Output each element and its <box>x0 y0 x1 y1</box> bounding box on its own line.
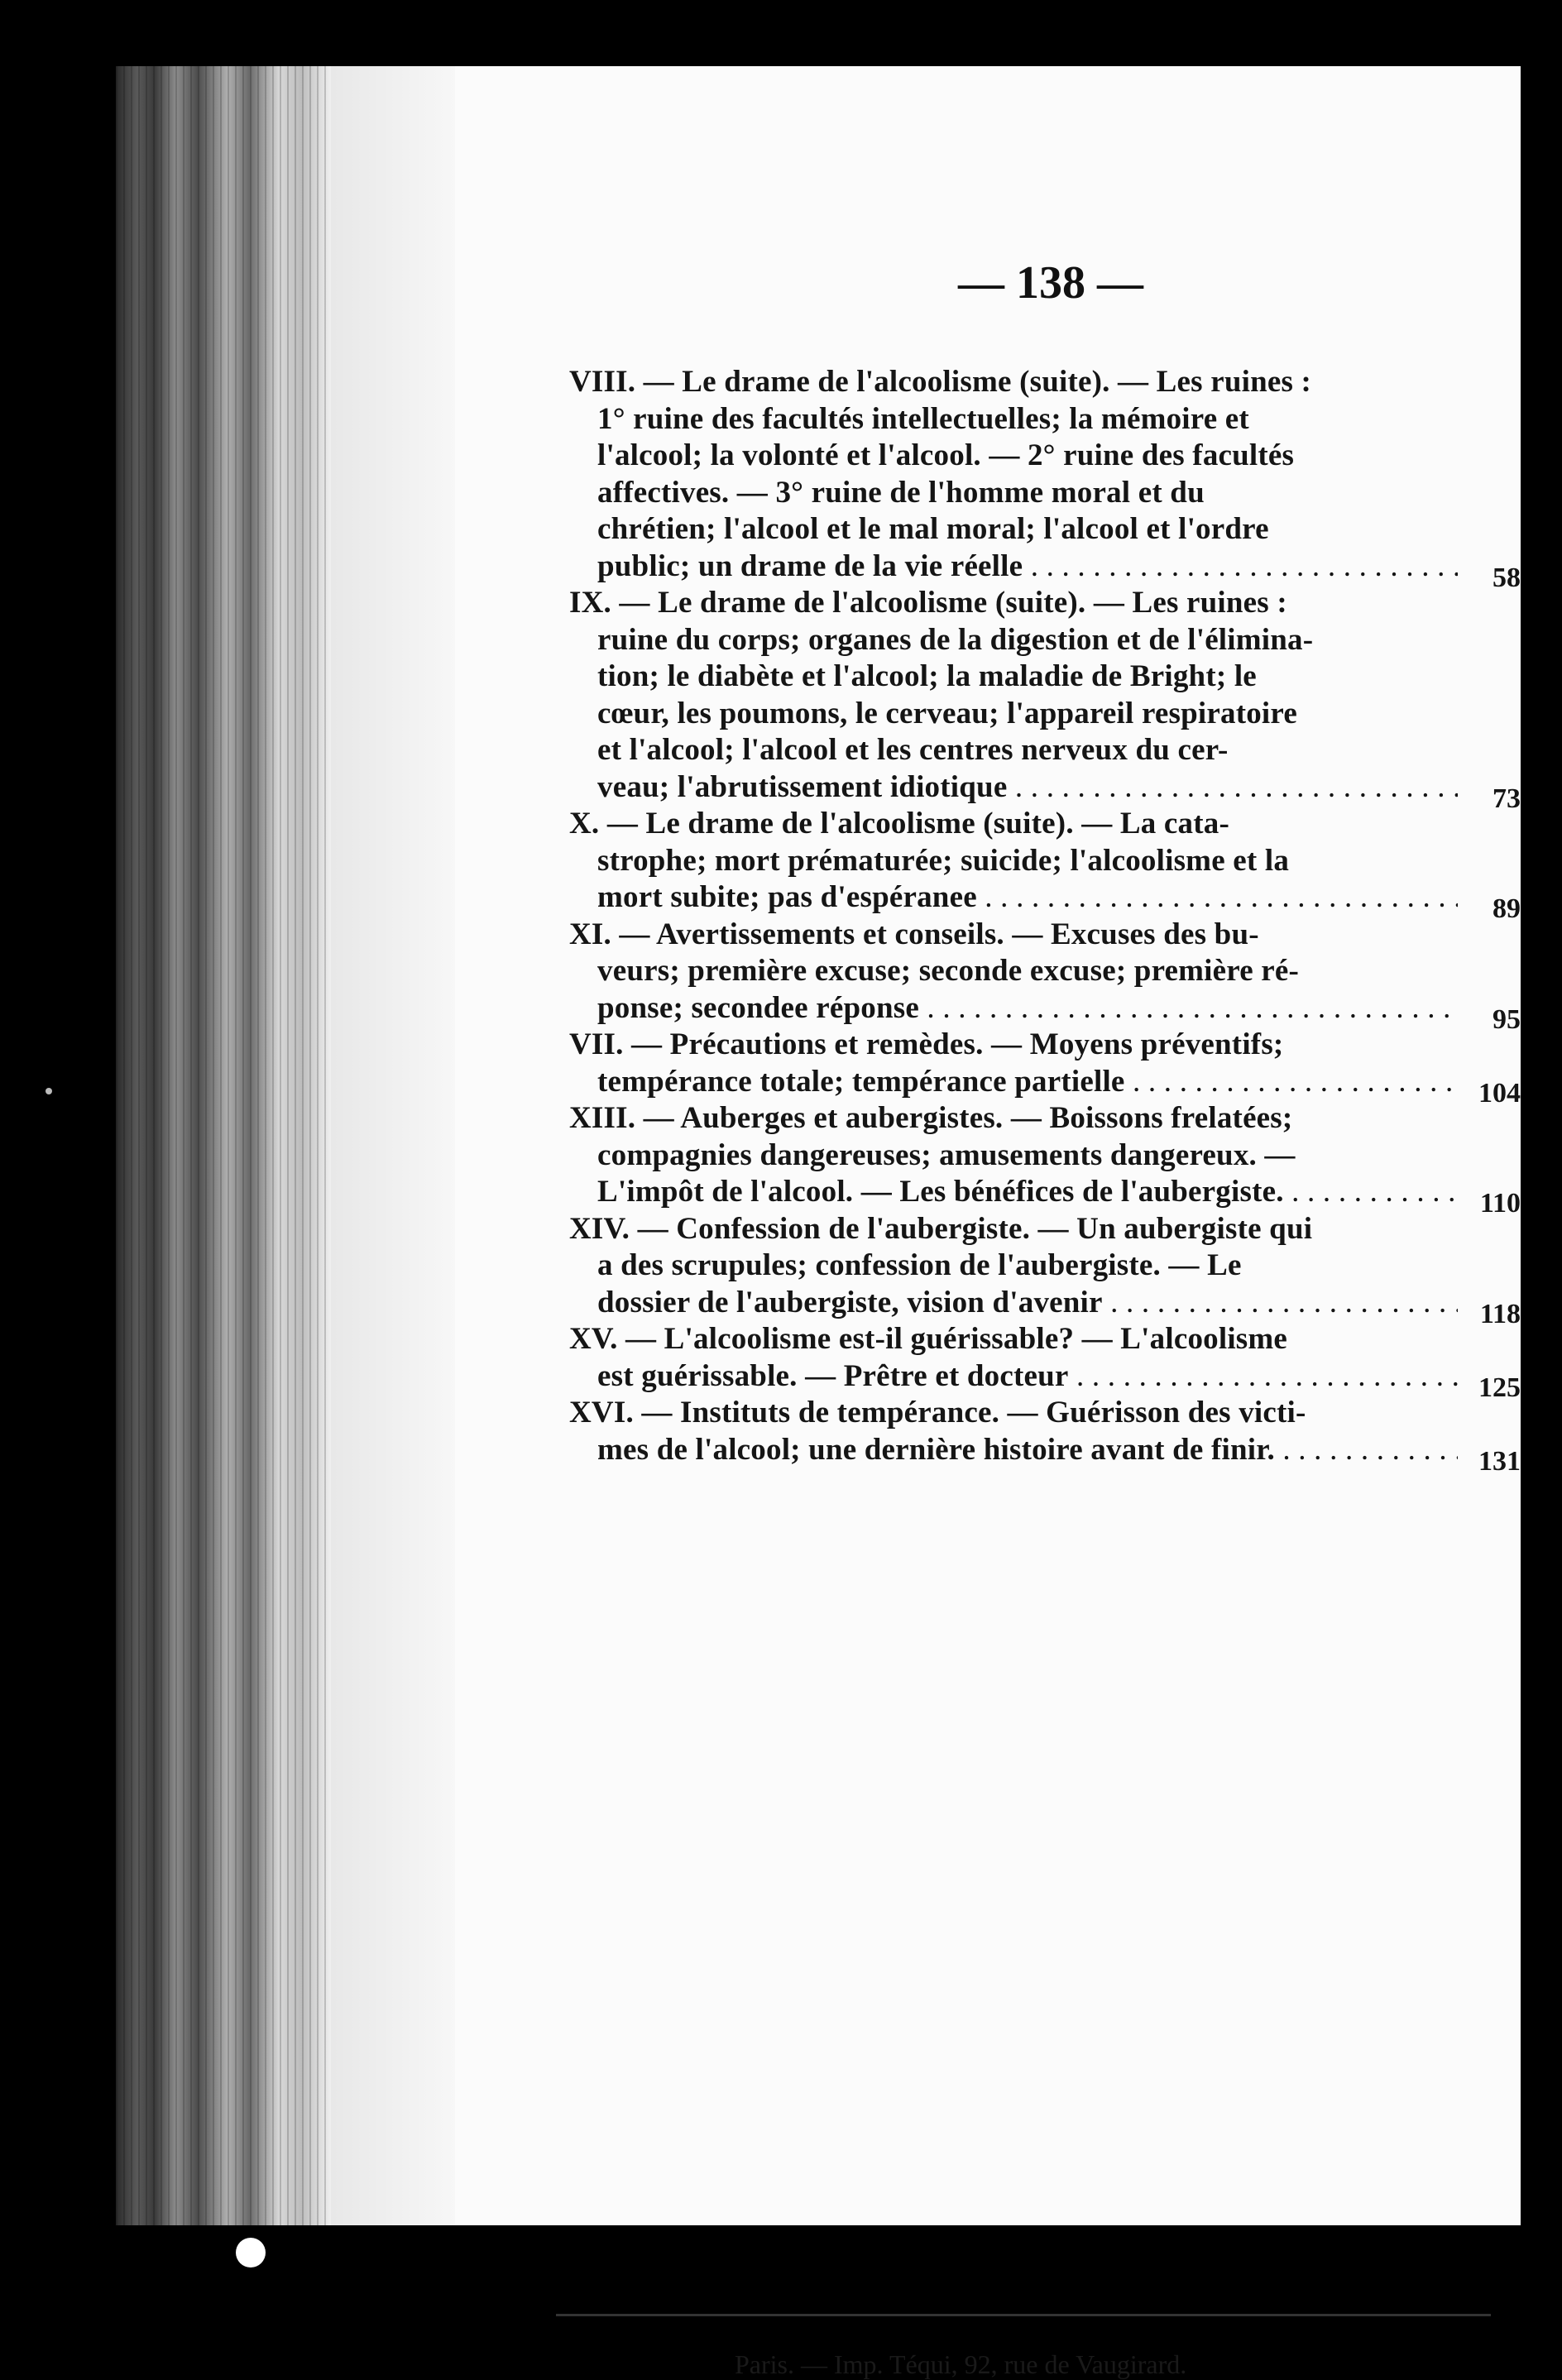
toc-entry <box>569 1027 1521 1109</box>
printer-imprint: Paris. — Imp. Téqui, 92, rue de Vaugirard. <box>735 2349 1187 2379</box>
toc-entry-line <box>569 475 1521 512</box>
toc-entry-line <box>569 1137 1521 1175</box>
toc-entry-heading-line <box>569 364 1521 401</box>
toc-entry <box>569 806 1521 924</box>
toc-entry-text: a des scrupules; confession de l'aubergiste. — Le <box>597 1248 1242 1282</box>
toc-entry-text: et l'alcool; l'alcool et les centres nerveux du cer- <box>597 733 1229 767</box>
gutter-page-edges <box>116 66 331 2225</box>
toc-entry-text: dossier de l'aubergiste, vision d'avenir . . . <box>597 1286 1458 1319</box>
toc-page-number: 73 <box>1493 783 1521 814</box>
toc-entry-text: XIV. — Confession de l'aubergiste. — Un aubergiste qui <box>569 1211 1313 1246</box>
toc-entry-text: tempérance totale; tempérance partielle . . . <box>597 1065 1458 1099</box>
toc-entry-line <box>569 990 1458 1027</box>
toc-entry-line <box>569 1064 1458 1101</box>
toc-entry-line <box>569 622 1521 659</box>
toc-entry <box>569 917 1521 1035</box>
toc-entry-heading-line <box>569 1395 1521 1432</box>
page-edge-shadow <box>331 66 455 2225</box>
toc-entry-line <box>569 843 1521 880</box>
toc-entry-text: tion; le diabète et l'alcool; la maladie de Bright; le <box>597 659 1257 693</box>
toc-entry <box>569 364 1521 593</box>
toc-entry-text: X. — Le drame de l'alcoolisme (suite). — La cata- <box>569 807 1229 840</box>
toc-entry-line <box>569 401 1521 438</box>
page-number: — 138 — <box>958 257 1143 309</box>
toc-entry-text: cœur, les poumons, le cerveau; l'appareil respiratoire <box>597 696 1297 730</box>
punch-hole <box>236 2238 266 2267</box>
toc-entry-line <box>569 1285 1458 1322</box>
toc-entry-text: VIII. — Le drame de l'alcoolisme (suite). — Les ruines : <box>569 365 1312 399</box>
toc-page-number: 118 <box>1479 1298 1521 1329</box>
toc-entry-heading-line <box>569 1211 1521 1248</box>
toc-entry-text: VII. — Précautions et remèdes. — Moyens préventifs; <box>569 1027 1284 1061</box>
toc-entry-text: compagnies dangereuses; amusements dangereux. — <box>597 1137 1296 1172</box>
toc-entry-line <box>569 548 1458 586</box>
toc-entry-heading-line <box>569 806 1521 843</box>
toc-entry-text: chrétien; l'alcool et le mal moral; l'alcool et l'ordre <box>597 512 1269 546</box>
toc-page-number: 89 <box>1493 893 1521 924</box>
toc-entry <box>569 1321 1521 1403</box>
toc-entry-heading-line <box>569 1321 1521 1358</box>
toc-entry <box>569 585 1521 814</box>
table-of-contents <box>569 364 1521 1477</box>
toc-page-number: 58 <box>1493 562 1521 593</box>
toc-entry-text: ruine du corps; organes de la digestion et de l'élimina- <box>597 622 1314 657</box>
toc-entry-line <box>569 879 1458 917</box>
toc-entry-text: XIII. — Auberges et aubergistes. — Boissons frelatées; <box>569 1101 1293 1135</box>
toc-page-number: 95 <box>1493 1003 1521 1035</box>
toc-entry-line <box>569 511 1521 548</box>
toc-entry-line <box>569 1432 1458 1469</box>
footer-rule <box>556 2314 1491 2316</box>
toc-entry-heading-line <box>569 1100 1521 1137</box>
toc-entry-line <box>569 438 1521 475</box>
toc-entry-text: XV. — L'alcoolisme est-il guérissable? — L'alcoolisme <box>569 1322 1288 1356</box>
toc-entry-line <box>569 658 1521 696</box>
toc-entry-line <box>569 1358 1458 1396</box>
toc-entry-text: IX. — Le drame de l'alcoolisme (suite). — Les ruines : <box>569 586 1287 620</box>
toc-page-number: 110 <box>1479 1188 1521 1219</box>
toc-entry-heading-line <box>569 917 1521 954</box>
scan-mark <box>46 1088 52 1094</box>
toc-entry-text: mort subite; pas d'espéranee . . . <box>597 880 1458 914</box>
toc-entry <box>569 1211 1521 1329</box>
toc-entry-line <box>569 1247 1521 1285</box>
toc-page-number: 125 <box>1478 1372 1521 1403</box>
toc-entry-heading-line <box>569 585 1521 622</box>
toc-page-number: 131 <box>1478 1445 1521 1477</box>
toc-entry-line <box>569 1174 1458 1211</box>
toc-entry-text: public; un drame de la vie réelle . . . <box>597 549 1458 583</box>
toc-entry-text: XVI. — Instituts de tempérance. — Guérisson des victi- <box>569 1396 1306 1429</box>
toc-entry-text: XI. — Avertissements et conseils. — Excuses des bu- <box>569 917 1259 951</box>
toc-entry <box>569 1395 1521 1477</box>
toc-page-number: 104 <box>1478 1077 1521 1109</box>
toc-entry <box>569 1100 1521 1219</box>
toc-entry-line <box>569 696 1521 733</box>
toc-entry-text: veau; l'abrutissement idiotique . . . <box>597 770 1458 804</box>
toc-entry-text: strophe; mort prématurée; suicide; l'alcoolisme et la <box>597 843 1290 878</box>
toc-entry-text: mes de l'alcool; une dernière histoire avant de finir. . . . <box>597 1433 1458 1467</box>
toc-entry-text: L'impôt de l'alcool. — Les bénéfices de l'aubergiste. . . . <box>597 1175 1458 1209</box>
toc-entry-text: est guérissable. — Prêtre et docteur . . . <box>597 1359 1458 1393</box>
toc-entry-line <box>569 953 1521 990</box>
toc-entry-text: affectives. — 3° ruine de l'homme moral et du <box>597 475 1205 510</box>
toc-entry-text: 1° ruine des facultés intellectuelles; la mémoire et <box>597 401 1249 436</box>
toc-entry-heading-line <box>569 1027 1521 1064</box>
toc-entry-line <box>569 769 1458 807</box>
toc-entry-line <box>569 732 1521 769</box>
toc-entry-text: l'alcool; la volonté et l'alcool. — 2° ruine des facultés <box>597 438 1295 472</box>
toc-entry-text: ponse; secondee réponse . . . <box>597 991 1458 1025</box>
toc-entry-text: veurs; première excuse; seconde excuse; première ré- <box>597 954 1300 988</box>
